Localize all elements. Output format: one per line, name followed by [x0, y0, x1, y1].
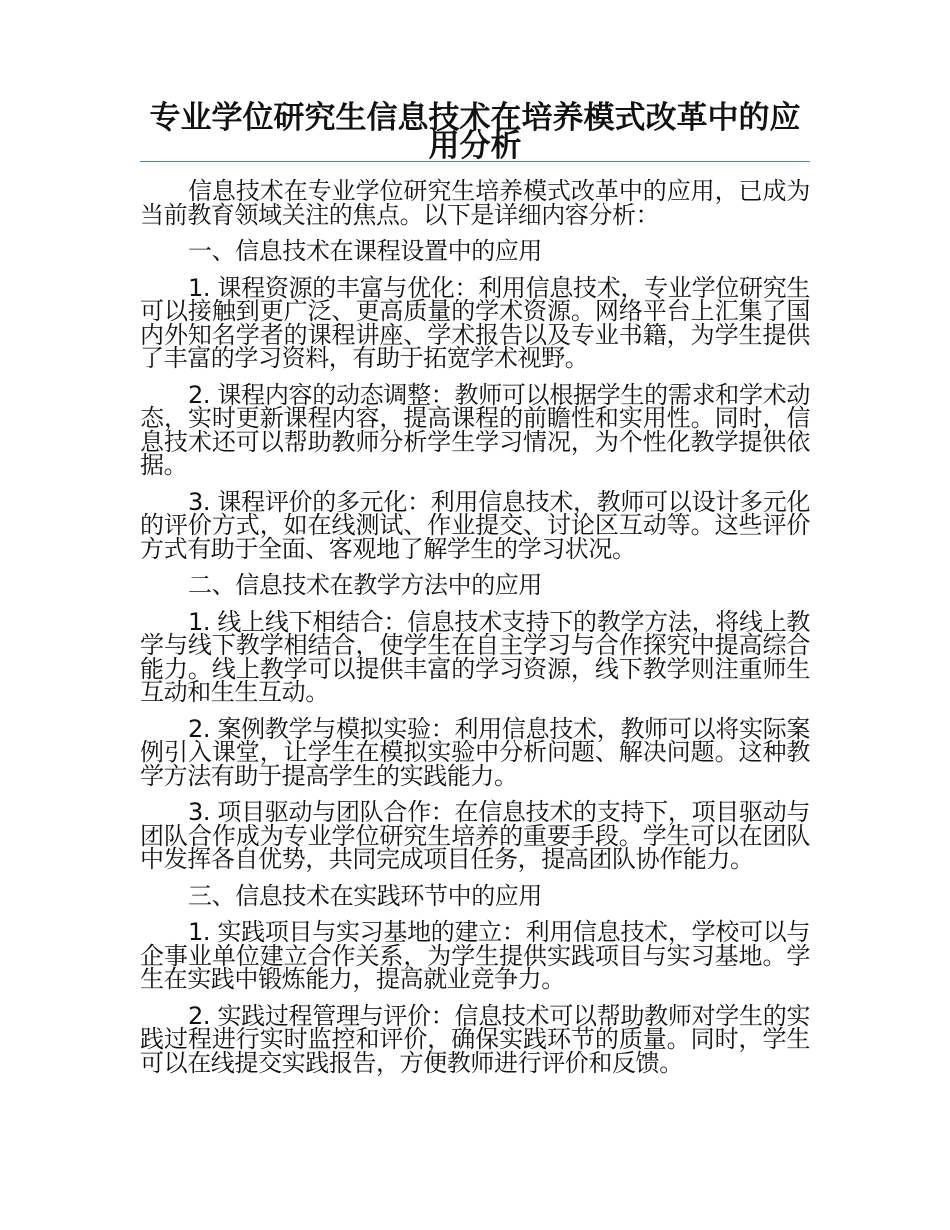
section-heading-1: 一、信息技术在课程设置中的应用 — [188, 237, 542, 265]
section-heading-3: 三、信息技术在实践环节中的应用 — [188, 881, 542, 910]
intro-paragraph: 信息技术在专业学位研究生培养模式改革中的应用，已成为当前教育领域关注的焦点。以下是详细内容分析： — [140, 177, 810, 229]
title-divider — [140, 161, 810, 162]
paragraph-1-3: 3. 课程评价的多元化：利用信息技术，教师可以设计多元化的评价方式，如在线测试、作业提交、讨论区互动等。这些评价方式有助于全面、客观地了解学生的学习状况。 — [140, 487, 810, 563]
paragraph-2-2: 2. 案例教学与模拟实验：利用信息技术，教师可以将实际案例引入课堂，让学生在模拟实验中分析问题、解决问题。这种教学方法有助于提高学生的实践能力。 — [140, 714, 810, 790]
paragraph-1-2: 2. 课程内容的动态调整：教师可以根据学生的需求和学术动态，实时更新课程内容，提高课程的前瞻性和实用性。同时，信息技术还可以帮助教师分析学生学习情况，为个性化教学提供依据。 — [140, 380, 810, 479]
document-title: 专业学位研究生信息技术在培养模式改革中的应用分析 — [149, 100, 801, 164]
document-body — [140, 177, 810, 1077]
section-heading-2: 二、信息技术在教学方法中的应用 — [188, 571, 542, 599]
paragraph-3-1: 1. 实践项目与实习基地的建立：利用信息技术，学校可以与企事业单位建立合作关系，为学生提供实践项目与实习基地。学生在实践中锻炼能力，提高就业竞争力。 — [140, 918, 810, 993]
paragraph-2-1: 1. 线上线下相结合：信息技术支持下的教学方法，将线上教学与线下教学相结合，使学生在自主学习与合作探究中提高综合能力。线上教学可以提供丰富的学习资源，线下教学则注重师生互动和生生互动。 — [140, 607, 810, 706]
paragraph-2-3: 3. 项目驱动与团队合作：在信息技术的支持下，项目驱动与团队合作成为专业学位研究生培养的重要手段。学生可以在团队中发挥各自优势，共同完成项目任务，提高团队协作能力。 — [140, 798, 810, 873]
paragraph-3-2: 2. 实践过程管理与评价：信息技术可以帮助教师对学生的实践过程进行实时监控和评价，确保实践环节的质量。同时，学生可以在线提交实践报告，方便教师进行评价和反馈。 — [140, 1001, 810, 1077]
paragraph-1-1: 1. 课程资源的丰富与优化：利用信息技术，专业学位研究生可以接触到更广泛、更高质量的学术资源。网络平台上汇集了国内外知名学者的课程讲座、学术报告以及专业书籍，为学生提供了丰富的学习资料，有助于拓宽学术视野。 — [140, 273, 810, 372]
